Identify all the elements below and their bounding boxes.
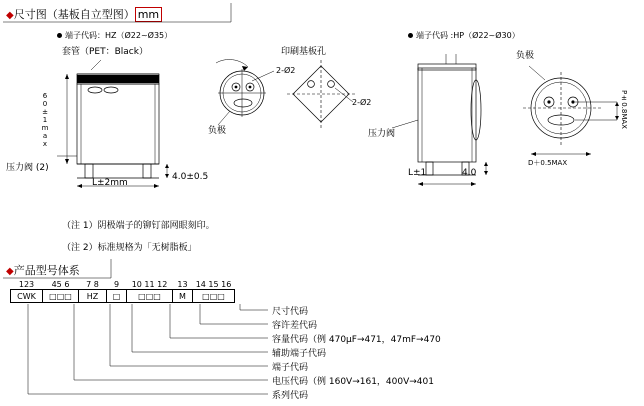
- terminal-hole-gap-label: 2-Ø2: [276, 66, 296, 75]
- code-cell-series: CWK: [11, 290, 43, 303]
- dot-bullet-icon: [57, 33, 62, 38]
- dimension-section-title-text: 尺寸图（基板自立型图）: [13, 8, 135, 21]
- legend-voltage-code: 电压代码（例 160V→161，400V→401: [272, 377, 434, 387]
- pcb-hole-title: 印刷基板孔: [281, 47, 327, 57]
- diamond-bullet-icon-3: ◆: [6, 266, 14, 277]
- model-section-title-text: 产品型号体系: [13, 264, 80, 277]
- d-dimension-label: D＋0.5MAX: [528, 159, 568, 167]
- capacitor-top-view-right-drawing: [505, 50, 635, 170]
- code-index-3: 7 8: [86, 280, 99, 289]
- p-dimension-label: P±0.8MAX: [620, 90, 628, 129]
- legend-terminal-code: 端子代码: [272, 363, 309, 373]
- right-length-dimension-label: L±1: [408, 168, 427, 178]
- height-dimension-label: 60±1max: [41, 92, 49, 148]
- code-index-1: 123: [18, 280, 35, 289]
- code-cell-voltage: □□□: [43, 290, 79, 303]
- right-terminal-code-label: 端子代码 :HP（Ø22~Ø30）: [408, 30, 520, 41]
- length-dimension-label: L±2mm: [92, 178, 128, 188]
- diamond-bullet-icon: ◆: [6, 10, 14, 21]
- model-code-leader-lines: [10, 304, 290, 404]
- code-cell-terminal: HZ: [79, 290, 107, 303]
- code-index-6: 13: [177, 280, 188, 289]
- legend-tolerance-code: 容许差代码: [272, 321, 318, 331]
- legend-aux-terminal-code: 辅助端子代码: [272, 349, 327, 359]
- foot-dimension-label: 4.0±0.5: [172, 172, 209, 182]
- dimension-title-underline: [3, 3, 233, 23]
- note-1: （注 1）阴极端子的铆钉部网眼刻印。: [62, 221, 215, 231]
- code-index-5: 10 11 12: [131, 280, 168, 289]
- right-foot-dimension-label: 4.0: [462, 168, 477, 178]
- left-terminal-code-label: 端子代码：HZ（Ø22~Ø35）: [57, 30, 172, 41]
- legend-size-code: 尺寸代码: [272, 307, 309, 317]
- model-title-underline: [3, 259, 113, 279]
- code-index-4: 9: [113, 280, 120, 289]
- pressure-valve-label-left: 压力阀 (2): [6, 163, 49, 173]
- model-code-index-row: [10, 280, 235, 303]
- code-index-2: 45 6: [51, 280, 70, 289]
- note-2: （注 2）标准规格为「无树脂板」: [62, 243, 197, 253]
- polarity-label-right-top-view: 负极: [516, 51, 535, 61]
- dot-bullet-icon-2: [408, 33, 413, 38]
- legend-series-code: 系列代码: [272, 391, 309, 401]
- model-code-table: [10, 280, 235, 303]
- polarity-label-top-view: 负极: [208, 126, 227, 136]
- code-index-7: 14 15 16: [195, 280, 232, 289]
- code-cell-tol: M: [173, 290, 193, 303]
- pcb-hole-dim-label: 2-Ø2: [352, 98, 372, 107]
- code-cell-capacity: □□□: [127, 290, 173, 303]
- dimension-unit-badge: mm: [135, 7, 162, 22]
- pressure-valve-label-right: 压力阀: [368, 129, 396, 139]
- legend-capacity-code: 容量代码（例 470μF→471，47mF→470: [272, 335, 441, 345]
- code-cell-size: □□□: [193, 290, 235, 303]
- code-cell-aux: □: [107, 290, 127, 303]
- sleeve-label: 套管（PET：Black）: [62, 47, 148, 57]
